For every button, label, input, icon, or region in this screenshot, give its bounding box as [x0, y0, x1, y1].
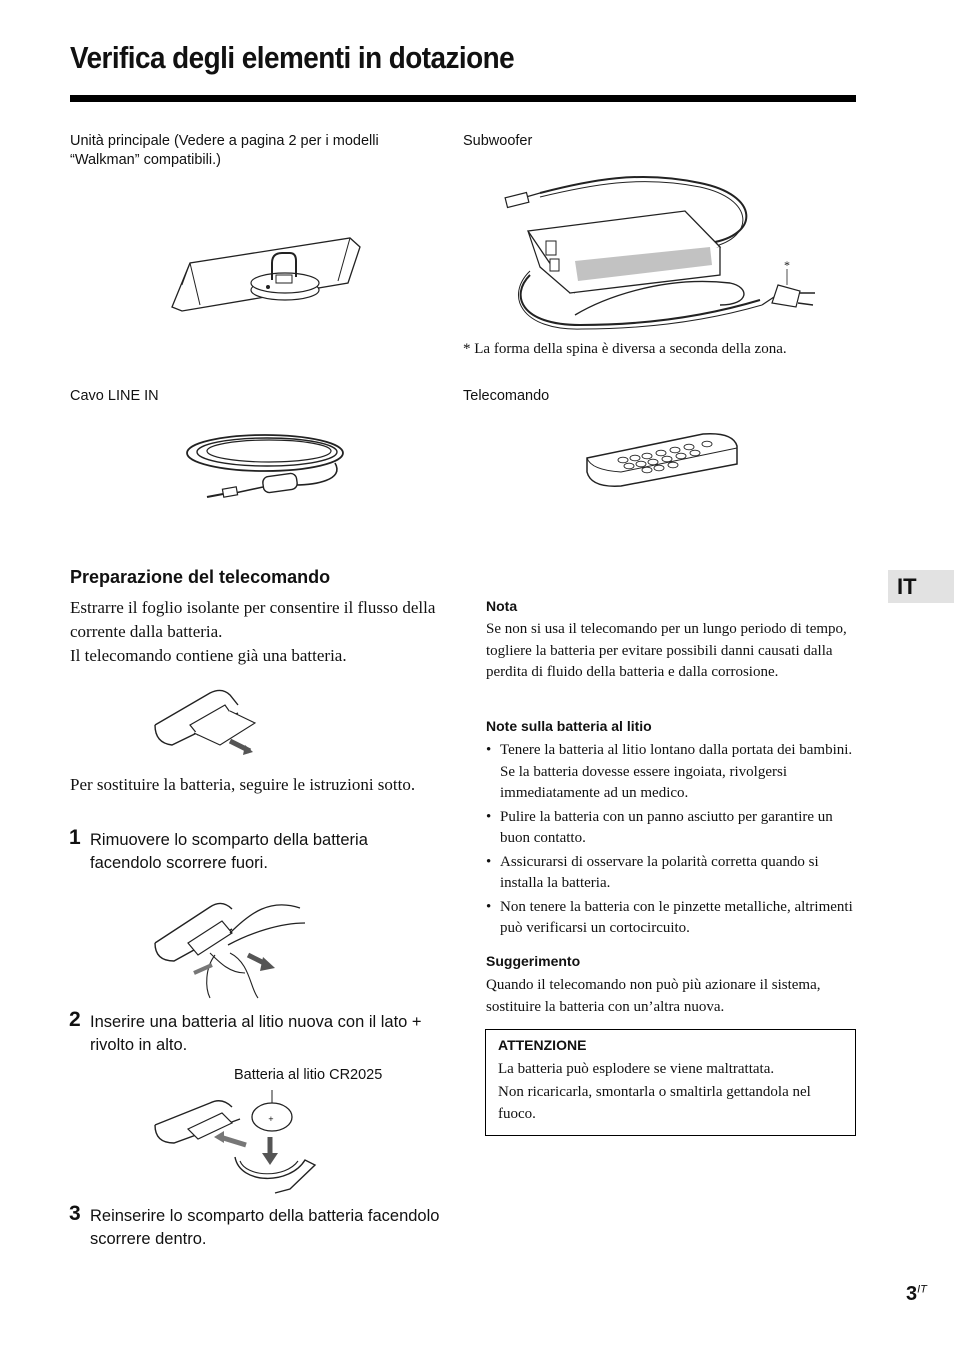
subwoofer-plug-note: * La forma della spina è diversa a seconda della zona.: [463, 341, 787, 357]
page-number-value: 3: [906, 1283, 918, 1305]
nota-heading: Nota: [486, 598, 518, 614]
insulation-sheet-illustration: [150, 685, 260, 760]
tip-heading: Suggerimento: [486, 953, 581, 969]
step-2-text: Inserire una batteria al litio nuova con il lato + rivolto in alto.: [90, 1013, 422, 1054]
tip-text: Quando il telecomando non può più azionare il sistema, sostituire la batteria con un’altra nuova.: [486, 977, 821, 1015]
battery-label: Batteria al litio CR2025: [234, 1067, 383, 1083]
remove-battery-illustration: [150, 893, 310, 1003]
lithium-notes-heading: Note sulla batteria al litio: [486, 718, 652, 734]
warning-line-2: Non ricaricarla, smontarla o smaltirla gettandola nel fuoco.: [498, 1084, 811, 1122]
preparation-intro-text-1: Estrarre il foglio isolante per consentire il flusso della corrente dalla batteria.: [70, 598, 436, 641]
list-item: • Non tenere la batteria con le pinzette metalliche, altrimenti può verificarsi un cortocircuito.: [486, 897, 856, 940]
preparation-intro-text-2: Il telecomando contiene già una batteria.: [70, 646, 347, 665]
page-number: [906, 1283, 927, 1306]
step-3-text: Reinserire lo scomparto della batteria facendolo scorrere dentro.: [90, 1207, 440, 1248]
language-tab: IT: [888, 570, 954, 603]
warning-line-1: La batteria può esplodere se viene maltrattata.: [498, 1061, 775, 1077]
nota-text: Se non si usa il telecomando per un lungo periodo di tempo, togliere la batteria per evitare possibili danni causati dalla perdita di fluido della batteria e dalla corrosione.: [486, 621, 847, 680]
subwoofer-illustration: [500, 165, 820, 335]
warning-heading: ATTENZIONE: [498, 1037, 587, 1053]
step-1-text: Rimuovere lo scomparto della batteria facendolo scorrere fuori.: [90, 831, 368, 872]
preparation-heading: Preparazione del telecomando: [70, 567, 331, 587]
page-number-suffix: IT: [917, 1283, 927, 1296]
list-item: • Tenere la batteria al litio lontano dalla portata dei bambini. Se la batteria dovesse essere ingoiata, rivolgersi immediatamente ad un medico.: [486, 740, 856, 805]
warning-box: [485, 1029, 856, 1136]
step-1-number: 1: [69, 826, 81, 849]
remote-illustration: [583, 430, 743, 490]
list-item: • Pulire la batteria con un panno asciutto per garantire un buon contatto.: [486, 807, 856, 850]
line-in-cable-caption: Cavo LINE IN: [70, 388, 159, 404]
svg-text:+: +: [268, 1115, 274, 1123]
list-item: • Assicurarsi di osservare la polarità corretta quando si installa la batteria.: [486, 852, 856, 895]
lithium-notes-list: [486, 740, 856, 942]
line-in-cable-illustration: [185, 425, 355, 510]
main-unit-caption: Unità principale (Vedere a pagina 2 per i modelli “Walkman” compatibili.): [70, 133, 379, 168]
subwoofer-caption: Subwoofer: [463, 133, 533, 149]
step-2-number: 2: [69, 1008, 81, 1031]
title-rule: [70, 95, 856, 102]
step-3-number: 3: [69, 1202, 81, 1225]
page-title: Verifica degli elementi in dotazione: [70, 40, 515, 75]
main-unit-illustration: [160, 225, 370, 315]
remote-caption: Telecomando: [463, 388, 550, 404]
replace-intro: Per sostituire la batteria, seguire le istruzioni sotto.: [70, 775, 416, 794]
preparation-intro: [70, 596, 445, 668]
plug-asterisk: *: [784, 258, 790, 272]
insert-battery-illustration: [150, 1085, 330, 1195]
